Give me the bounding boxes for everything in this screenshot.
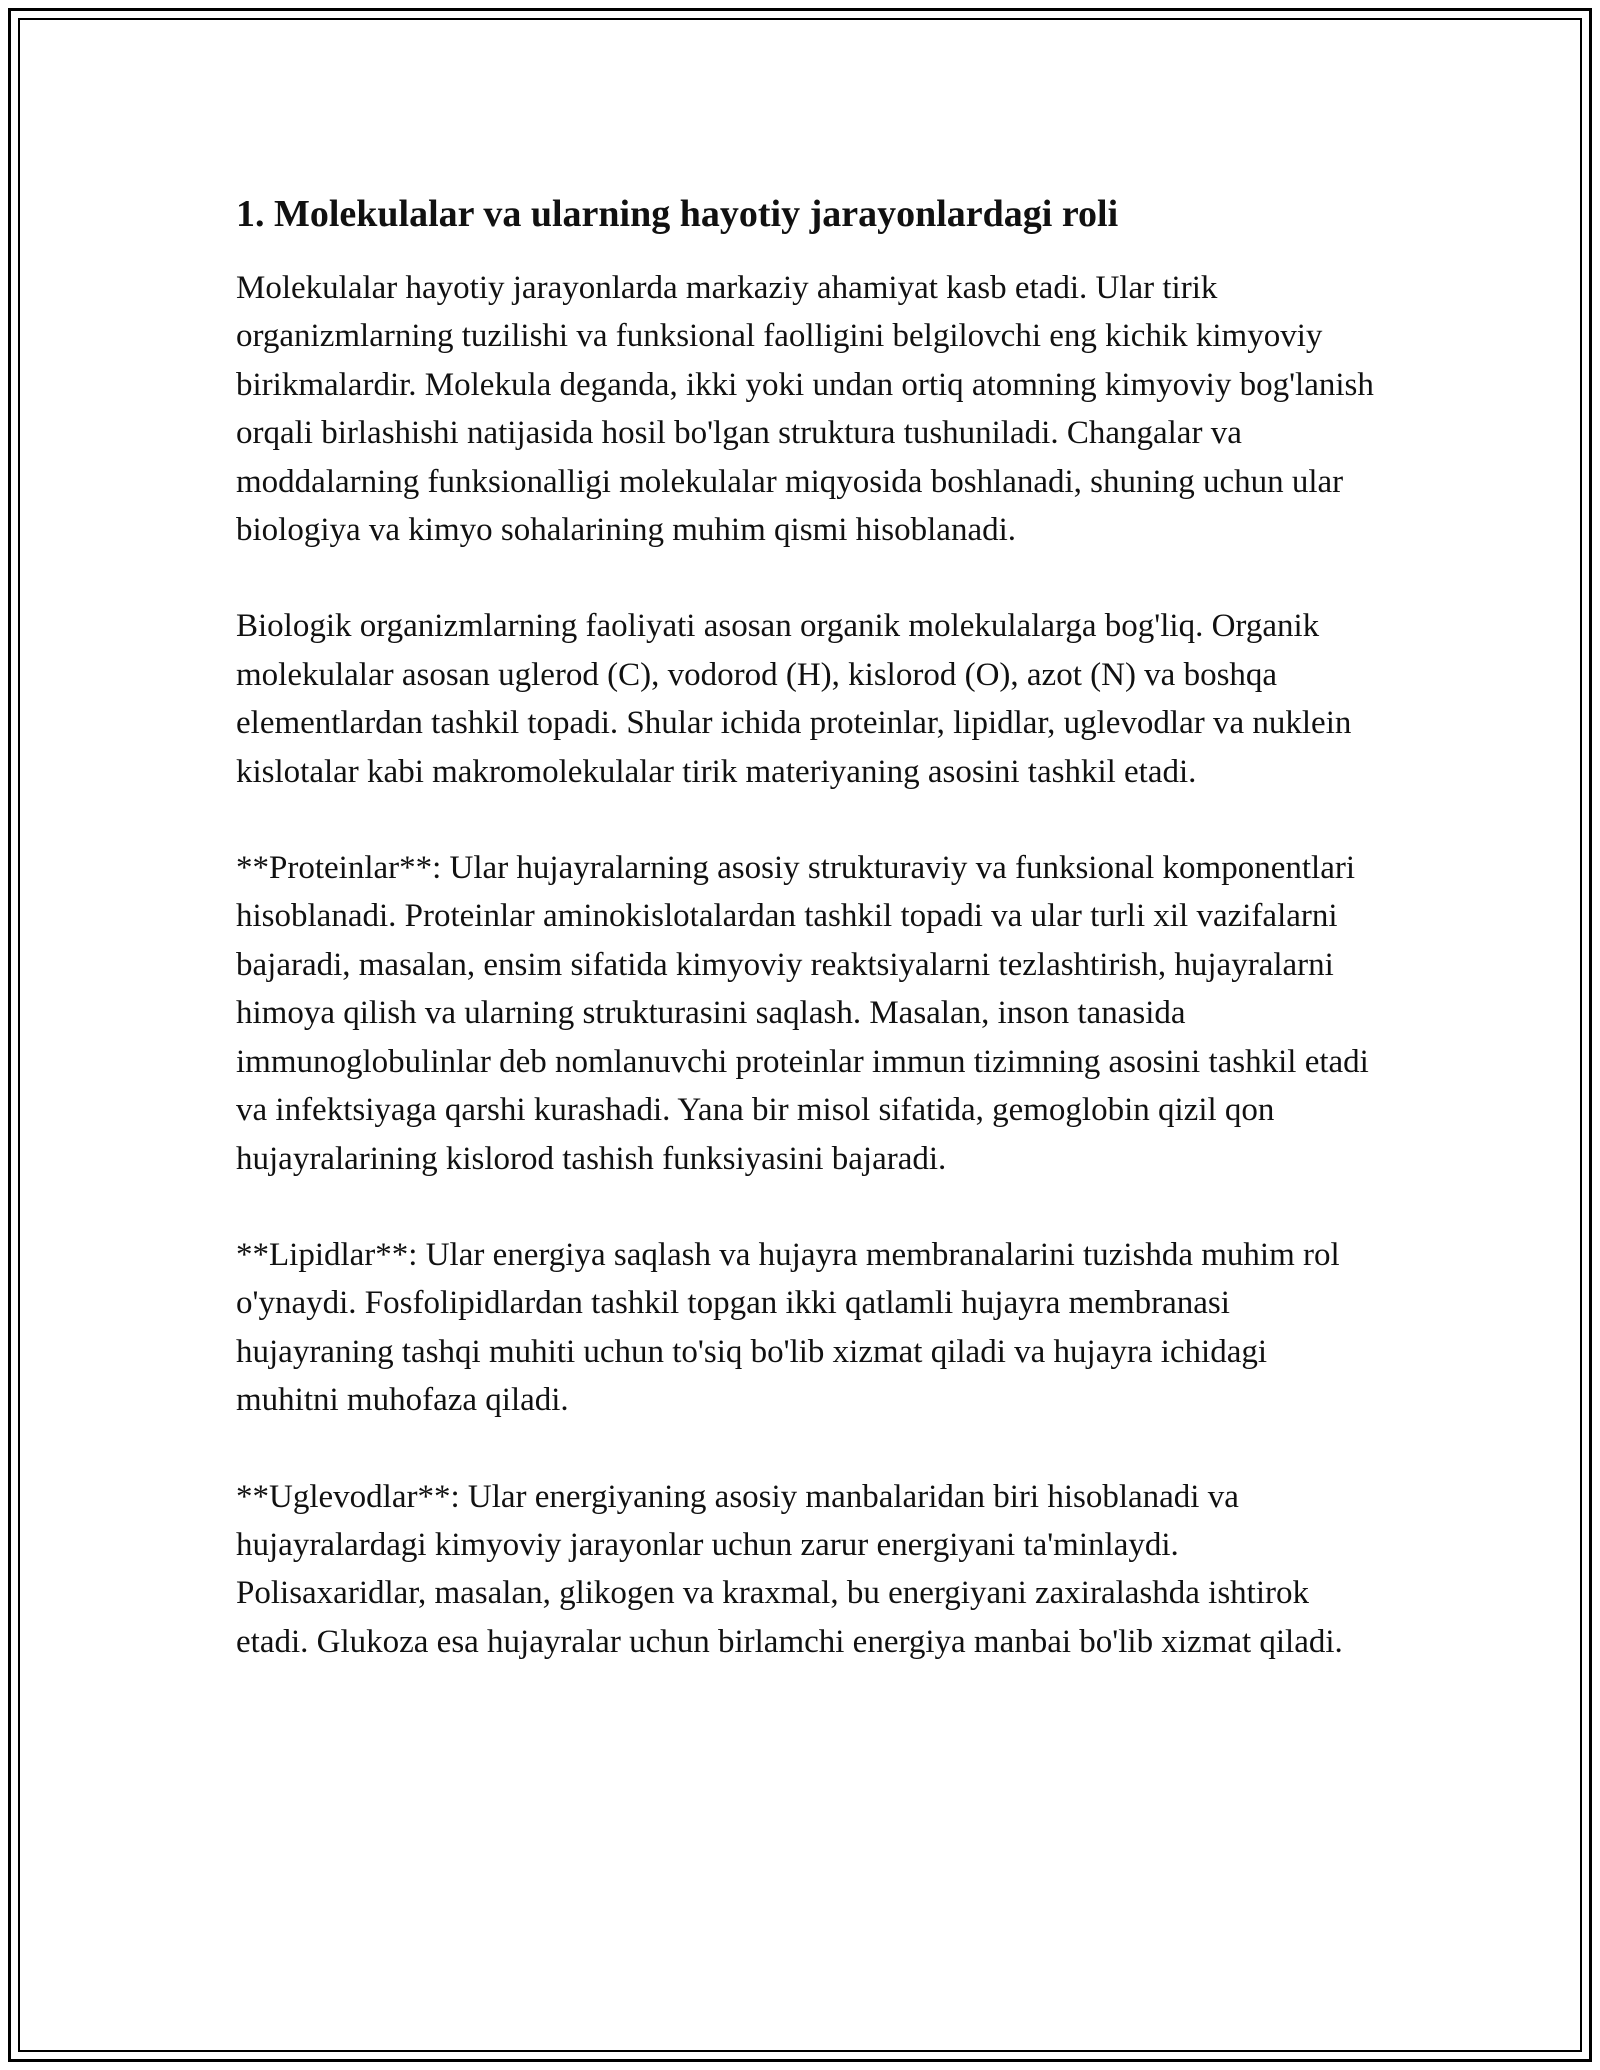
paragraph-organic-molecules: Biologik organizmlarning faoliyati asosan organik molekulalarga bog'liq. Organik molekulalar asosan uglerod (C), vodorod (H), kislorod (O), azot (N) va boshqa elementlardan tashkil topadi. Shular ichida proteinlar, lipidlar, uglevodlar va nuklein kislotalar kabi makromolekulalar tirik materiyaning asosini tashkil etadi. bbox=[236, 608, 1352, 790]
paragraph-lipids: **Lipidlar**: Ular energiya saqlash va hujayra membranalarini tuzishda muhim rol o'ynaydi. Fosfolipidlardan tashkil topgan ikki qatlamli hujayra membranasi hujayraning tashqi muhiti uchun to'siq bo'lib xizmat qiladi va hujayra ichidagi muhitni muhofaza qiladi. bbox=[236, 1236, 1340, 1419]
paragraph-proteins: **Proteinlar**: Ular hujayralarning asosiy strukturaviy va funksional komponentlari hisoblanadi. Proteinlar aminokislotalardan tashkil topadi va ular turli xil vazifalarni bajaradi, masalan, ensim sifatida kimyoviy reaktsiyalarni tezlashtirish, hujayralarni himoya qilish va ularning strukturasini saqlash. Masalan, inson tanasida immunoglobulinlar deb nomlanuvchi proteinlar immun tizimning asosini tashkil etadi va infektsiyaga qarshi kurashadi. Yana bir misol sifatida, gemoglobin qizil qon hujayralarining kislorod tashish funksiyasini bajaradi. bbox=[236, 850, 1369, 1177]
paragraph-carbohydrates: **Uglevodlar**: Ular energiyaning asosiy manbalaridan biri hisoblanadi va hujayralardagi kimyoviy jarayonlar uchun zarur energiyani ta'minlaydi. Polisaxaridlar, masalan, glikogen va kraxmal, bu energiyani zaxiralashda ishtirok etadi. Glukoza esa hujayralar uchun birlamchi energiya manbai bo'lib xizmat qiladi. bbox=[236, 1478, 1343, 1660]
paragraph-molecules-intro: Molekulalar hayotiy jarayonlarda markaziy ahamiyat kasb etadi. Ular tirik organizmlarning tuzilishi va funksional faolligini belgilovchi eng kichik kimyoviy birikmalardir. Molekula deganda, ikki yoki undan ortiq atomning kimyoviy bog'lanish orqali birlashishi natijasida hosil bo'lgan struktura tushuniladi. Changalar va moddalarning funksionalligi molekulalar miqyosida boshlanadi, shuning uchun ular biologiya va kimyo sohalarining muhim qismi hisoblanadi. bbox=[236, 270, 1374, 549]
section-heading: 1. Molekulalar va ularning hayotiy jarayonlardagi roli bbox=[236, 193, 1119, 235]
document-body bbox=[236, 186, 1376, 1714]
